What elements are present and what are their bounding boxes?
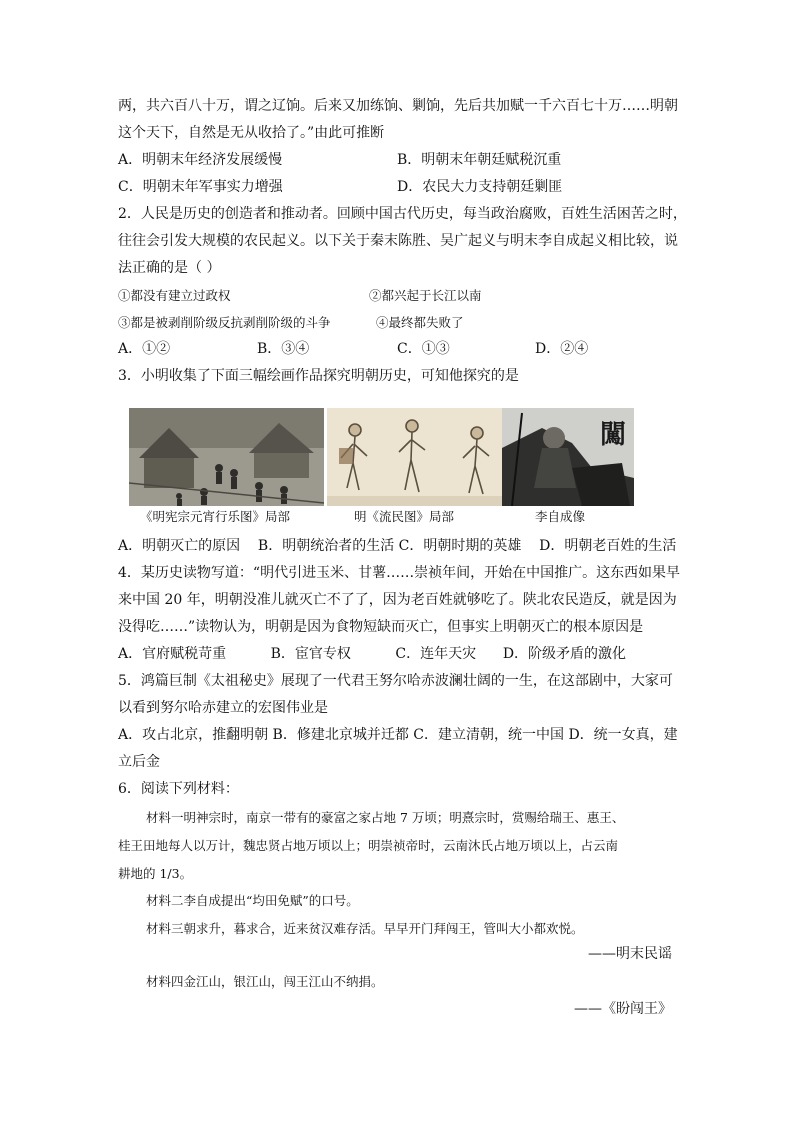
intro-option-d: D．农民大力支持朝廷剿匪 [397,179,563,195]
q2-line-1: 2．人民是历史的创造者和推动者。回顾中国古代历史，每当政治腐败，百姓生活困苦之时， [118,206,687,222]
q4-line-3: 没得吃……”读物认为，明朝是因为食物短缺而灭亡，但事实上明朝灭亡的根本原因是 [118,619,644,635]
painting-lizicheng [502,408,634,506]
painting-stamp-chuang: 闖 [600,420,627,450]
q3-stem: 3．小明收集了下面三幅绘画作品探究明朝历史，可知他探究的是 [118,368,519,384]
q2-statement-3: ③都是被剥削阶级反抗剥削阶级的斗争 [118,315,331,330]
q2-statement-4: ④最终都失败了 [376,315,464,330]
q2-line-3: 法正确的是（ ） [118,260,221,276]
intro-line-2: 这个天下，自然是无从收拾了。”由此可推断 [118,125,385,141]
painting-yuanxiao [129,408,324,506]
painting-liumin [327,408,502,506]
q2-line-2: 往往会引发大规模的农民起义。以下关于秦末陈胜、吴广起义与明末李自成起义相比较，说 [118,233,678,249]
material-1-line-3: 耕地的 1/3。 [118,866,193,881]
q5-line-3: A．攻占北京，推翻明朝 B．修建北京城并迁都 C．建立清朝，统一中国 D．统一女真，建 [118,727,678,743]
intro-line-1: 两，共六百八十万，谓之辽饷。后来又加练饷、剿饷，先后共加赋一千六百七十万……明朝 [118,98,678,114]
intro-option-a: A．明朝末年经济发展缓慢 [118,152,283,168]
q4-options: A．官府赋税苛重 B．宦官专权 C．连年天灾 D．阶级矛盾的激化 [118,646,627,662]
q2-option-c: C．①③ [397,341,450,357]
material-4: 材料四金江山，银江山，闯王江山不纳捐。 [146,974,384,989]
q2-option-b: B．③④ [257,341,310,357]
q2-option-d: D．②④ [535,341,589,357]
q4-line-1: 4．某历史读物写道：“明代引进玉米、甘薯……崇祯年间，开始在中国推广。这东西如果早 [118,565,681,581]
material-2: 材料二李自成提出“均田免赋”的口号。 [146,893,359,908]
q3-options: A．明朝灭亡的原因 B．明朝统治者的生活 C．明朝时期的英雄 D．明朝老百姓的生活 [118,538,677,554]
material-1-line-1: 材料一明神宗时，南京一带有的豪富之家占地 7 万顷；明熹宗时，赏赐给瑞王、惠王、 [146,810,625,825]
q2-statement-1: ①都没有建立过政权 [118,288,231,303]
q2-option-a: A．①② [118,341,171,357]
caption-lizicheng: 李自成像 [535,509,586,524]
material-3-source: ——明末民谣 [588,946,672,962]
caption-yuanxiao: 《明宪宗元宵行乐图》局部 [140,509,291,524]
intro-option-c: C．明朝末年军事实力增强 [118,179,283,195]
intro-option-b: B．明朝末年朝廷赋税沉重 [397,152,562,168]
q4-line-2: 来中国 20 年，明朝没准儿就灭亡不了了，因为老百姓就够吃了。陕北农民造反，就是因为 [118,592,677,608]
q2-statement-2: ②都兴起于长江以南 [369,288,482,303]
material-4-source: ——《盼闯王》 [574,1001,672,1017]
q6-stem: 6．阅读下列材料： [118,781,239,797]
q5-line-2: 以看到努尔哈赤建立的宏图伟业是 [118,700,328,716]
q5-line-4: 立后金 [118,754,160,770]
material-3: 材料三朝求升，暮求合，近来贫汉难存活。早早开门拜闯王，管叫大小都欢悦。 [146,921,584,936]
q5-line-1: 5．鸿篇巨制《太祖秘史》展现了一代君王努尔哈赤波澜壮阔的一生，在这部剧中，大家可 [118,673,673,689]
material-1-line-2: 桂王田地每人以万计，魏忠贤占地万顷以上；明崇祯帝时，云南沐氏占地万顷以上，占云南 [118,838,619,853]
caption-liumin: 明《流民图》局部 [354,509,455,524]
